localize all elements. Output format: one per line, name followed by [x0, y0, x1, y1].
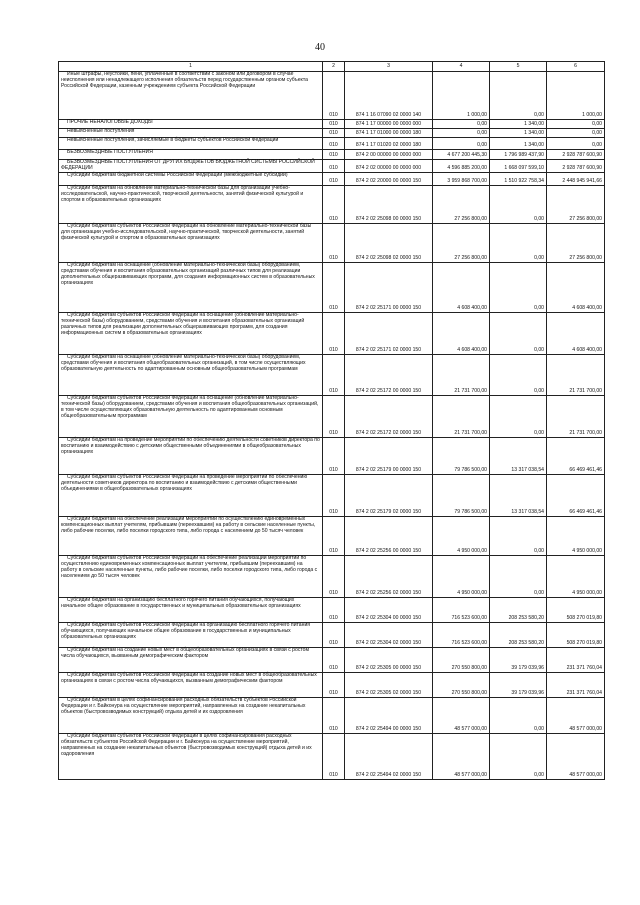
row-approved-amount: 48 577 000,00 [433, 733, 490, 779]
row-name: Субсидии бюджетам на обновление материально-технической базы для организации учебно-исследовательской, научно-практической, творческой деятельности, занятий физической культурой и спортом в образовательных организациях [59, 185, 323, 223]
row-code: 010 [323, 72, 345, 120]
row-name: Невыясненные поступления [59, 129, 323, 138]
row-budget-code: 874 2 02 25098 02 0000 150 [345, 223, 433, 262]
row-code: 010 [323, 160, 345, 173]
row-name: Субсидии бюджетам субъектов Российской Федерации на создание новых мест в общеобразовательных организациях в связи с ростом числа обучающихся, вызванным демографическим фактором [59, 672, 323, 697]
row-budget-code: 874 2 02 25179 00 0000 150 [345, 437, 433, 474]
column-header: 6 [547, 62, 605, 72]
row-unexecuted-amount: 4 950 000,00 [547, 516, 605, 555]
row-approved-amount: 1 000,00 [433, 72, 490, 120]
table-row [59, 312, 605, 354]
row-budget-code: 874 2 02 25179 02 0000 150 [345, 474, 433, 516]
row-unexecuted-amount: 48 577 000,00 [547, 733, 605, 779]
table-row [59, 622, 605, 647]
row-budget-code: 874 1 17 01000 00 0000 180 [345, 129, 433, 138]
row-code: 010 [323, 672, 345, 697]
row-unexecuted-amount: 66 469 461,46 [547, 437, 605, 474]
row-executed-amount: 0,00 [490, 516, 547, 555]
row-approved-amount: 4 608 400,00 [433, 312, 490, 354]
table-row [59, 733, 605, 779]
row-code: 010 [323, 647, 345, 672]
row-budget-code: 874 2 02 25304 00 0000 150 [345, 597, 433, 622]
row-budget-code: 874 2 02 25171 00 0000 150 [345, 262, 433, 312]
row-approved-amount: 4 950 000,00 [433, 516, 490, 555]
table-row [59, 185, 605, 223]
row-executed-amount: 0,00 [490, 395, 547, 437]
table-body [59, 72, 605, 780]
row-name: Субсидии бюджетам субъектов Российской Федерации на оснащение (обновление материально-технической базы) оборудованием, средствами обучения и воспитания образовательных организаций различных типов для реализации дополнительных общеразвивающих программ, для создания информационных систем в образовательных организациях [59, 312, 323, 354]
row-approved-amount: 0,00 [433, 120, 490, 129]
row-code: 010 [323, 697, 345, 733]
page-number: 40 [315, 42, 325, 53]
row-approved-amount: 270 550 800,00 [433, 647, 490, 672]
table-row [59, 395, 605, 437]
row-code: 010 [323, 555, 345, 597]
row-name: Субсидии бюджетам на создание новых мест в общеобразовательных организациях в связи с ростом числа обучающихся, вызванным демографическим фактором [59, 647, 323, 672]
row-executed-amount: 13 317 038,54 [490, 437, 547, 474]
row-name: Субсидии бюджетам в целях софинансирования расходных обязательств субъектов Российской Федерации и г. Байконура на осуществление мероприятий, направленных на создание некапитальных объектов (быстровозводимых конструкций) отдыха детей и их оздоровления [59, 697, 323, 733]
row-approved-amount: 4 950 000,00 [433, 555, 490, 597]
row-executed-amount: 0,00 [490, 733, 547, 779]
row-name: Иные штрафы, неустойки, пени, уплаченные в соответствии с законом или договором в случае неисполнения или ненадлежащего исполнения обязательств перед государственным органом субъекта Российской Федерации, казенным учреждением субъекта Российской Федерации [59, 72, 323, 120]
row-code: 010 [323, 223, 345, 262]
row-unexecuted-amount: 27 256 800,00 [547, 185, 605, 223]
table-row [59, 516, 605, 555]
row-approved-amount: 4 596 885 200,00 [433, 160, 490, 173]
table-row [59, 262, 605, 312]
row-name: Субсидии бюджетам субъектов Российской Федерации на проведение мероприятий по обеспечению деятельности советников директора по воспитанию и взаимодействию с детскими общественными объединениями в общеобразовательных организациях [59, 474, 323, 516]
table-row [59, 672, 605, 697]
row-approved-amount: 21 731 700,00 [433, 354, 490, 395]
row-approved-amount: 27 256 800,00 [433, 185, 490, 223]
row-name: Субсидии бюджетам субъектов Российской Федерации на обеспечение реализации мероприятий по осуществлению единовременных компенсационных выплат учителям, прибывшим (переехавшим) на работу в сельские населенные пункты, либо рабочие поселки, либо поселки городского типа, либо города с населением до 50 тысяч человек [59, 555, 323, 597]
row-budget-code: 874 2 02 25172 00 0000 150 [345, 354, 433, 395]
table-row [59, 223, 605, 262]
row-code: 010 [323, 395, 345, 437]
row-name: Субсидии бюджетам субъектов Российской Федерации на оснащение (обновление материально-технической базы) оборудованием, средствами обучения и воспитания общеобразовательных организаций, в том числе осуществляющих образовательную деятельность по адаптированным основным общеобразовательным программам [59, 395, 323, 437]
row-executed-amount: 0,00 [490, 312, 547, 354]
table-row [59, 437, 605, 474]
row-budget-code: 874 2 02 20000 00 0000 150 [345, 172, 433, 185]
row-name: Субсидии бюджетам на оснащение (обновление материально-технической базы) оборудованием, средствами обучения и воспитания общеобразовательных организаций, в том числе осуществляющих образовательную деятельность по адаптированным основным общеобразовательным программам [59, 354, 323, 395]
row-unexecuted-amount: 231 371 760,04 [547, 672, 605, 697]
row-executed-amount: 13 317 038,54 [490, 474, 547, 516]
row-budget-code: 874 2 02 25098 00 0000 150 [345, 185, 433, 223]
row-name: Субсидии бюджетам на оснащение (обновление материально-технической базы) оборудованием, средствами обучения и воспитания образовательных организаций различных типов для реализации дополнительных общеразвивающих программ, для создания информационных систем в образовательных организациях [59, 262, 323, 312]
table-row [59, 647, 605, 672]
column-header: 5 [490, 62, 547, 72]
row-executed-amount: 208 253 580,20 [490, 597, 547, 622]
row-executed-amount: 1 510 922 758,34 [490, 172, 547, 185]
row-approved-amount: 48 577 000,00 [433, 697, 490, 733]
row-executed-amount: 1 340,00 [490, 138, 547, 150]
row-code: 010 [323, 185, 345, 223]
row-executed-amount: 1 796 989 437,90 [490, 150, 547, 160]
column-header: 2 [323, 62, 345, 72]
table-row [59, 160, 605, 173]
row-name: Субсидии бюджетам субъектов Российской Федерации на организацию бесплатного горячего питания обучающихся, получающих начальное общее образование в государственных и муниципальных образовательных организациях [59, 622, 323, 647]
row-budget-code: 874 1 17 00000 00 0000 000 [345, 120, 433, 129]
row-unexecuted-amount: 66 469 461,46 [547, 474, 605, 516]
row-unexecuted-amount: 1 000,00 [547, 72, 605, 120]
row-unexecuted-amount: 4 608 400,00 [547, 262, 605, 312]
table-row [59, 597, 605, 622]
row-unexecuted-amount: 2 928 787 600,90 [547, 150, 605, 160]
column-header: 1 [59, 62, 323, 72]
row-budget-code: 874 2 02 25171 02 0000 150 [345, 312, 433, 354]
row-approved-amount: 716 523 600,00 [433, 622, 490, 647]
table-row [59, 72, 605, 120]
row-budget-code: 874 2 02 25256 00 0000 150 [345, 516, 433, 555]
row-name: Невыясненные поступления, зачисляемые в бюджеты субъектов Российской Федерации [59, 138, 323, 150]
table-header-row [59, 62, 605, 72]
row-name: Субсидии бюджетам бюджетной системы Российской Федерации (межбюджетные субсидии) [59, 172, 323, 185]
row-approved-amount: 3 959 868 700,00 [433, 172, 490, 185]
row-unexecuted-amount: 508 270 019,80 [547, 597, 605, 622]
row-budget-code: 874 2 02 25304 02 0000 150 [345, 622, 433, 647]
row-executed-amount: 1 340,00 [490, 129, 547, 138]
row-approved-amount: 4 677 200 445,30 [433, 150, 490, 160]
row-name: БЕЗВОЗМЕЗДНЫЕ ПОСТУПЛЕНИЯ ОТ ДРУГИХ БЮДЖЕТОВ БЮДЖЕТНОЙ СИСТЕМЫ РОССИЙСКОЙ ФЕДЕРАЦИИ [59, 160, 323, 173]
row-budget-code: 874 2 02 25256 02 0000 150 [345, 555, 433, 597]
row-approved-amount: 0,00 [433, 129, 490, 138]
row-approved-amount: 79 786 500,00 [433, 437, 490, 474]
row-approved-amount: 716 523 600,00 [433, 597, 490, 622]
table-row [59, 354, 605, 395]
row-approved-amount: 79 786 500,00 [433, 474, 490, 516]
row-code: 010 [323, 597, 345, 622]
table-row [59, 120, 605, 129]
row-approved-amount: 0,00 [433, 138, 490, 150]
row-unexecuted-amount: 231 371 760,04 [547, 647, 605, 672]
row-unexecuted-amount: 48 577 000,00 [547, 697, 605, 733]
row-unexecuted-amount: 21 731 700,00 [547, 395, 605, 437]
row-code: 010 [323, 354, 345, 395]
row-approved-amount: 21 731 700,00 [433, 395, 490, 437]
row-code: 010 [323, 138, 345, 150]
row-name: Субсидии бюджетам на проведение мероприятий по обеспечению деятельности советников директора по воспитанию и взаимодействию с детскими общественными объединениями в общеобразовательных организациях [59, 437, 323, 474]
row-code: 010 [323, 516, 345, 555]
row-unexecuted-amount: 21 731 700,00 [547, 354, 605, 395]
row-name: Субсидии бюджетам субъектов Российской Федерации на обновление материально-технической базы для организации учебно-исследовательской, научно-практической, творческой деятельности, занятий физической культурой и спортом в образовательных организациях [59, 223, 323, 262]
row-budget-code: 874 2 02 25494 00 0000 150 [345, 697, 433, 733]
table-row [59, 172, 605, 185]
row-code: 010 [323, 474, 345, 516]
row-name: ПРОЧИЕ НЕНАЛОГОВЫЕ ДОХОДЫ [59, 120, 323, 129]
row-executed-amount: 39 179 039,96 [490, 647, 547, 672]
income-report-table [58, 61, 605, 780]
row-unexecuted-amount: 4 608 400,00 [547, 312, 605, 354]
row-budget-code: 874 2 02 25305 02 0000 150 [345, 672, 433, 697]
row-unexecuted-amount: 0,00 [547, 129, 605, 138]
row-executed-amount: 208 253 580,20 [490, 622, 547, 647]
row-code: 010 [323, 129, 345, 138]
row-budget-code: 874 2 00 00000 00 0000 000 [345, 150, 433, 160]
row-code: 010 [323, 312, 345, 354]
row-executed-amount: 0,00 [490, 354, 547, 395]
row-unexecuted-amount: 0,00 [547, 120, 605, 129]
row-code: 010 [323, 172, 345, 185]
row-budget-code: 874 2 02 25172 02 0000 150 [345, 395, 433, 437]
row-executed-amount: 1 668 097 599,10 [490, 160, 547, 173]
row-unexecuted-amount: 27 256 800,00 [547, 223, 605, 262]
table-row [59, 697, 605, 733]
row-executed-amount: 0,00 [490, 72, 547, 120]
row-budget-code: 874 1 17 01020 02 0000 180 [345, 138, 433, 150]
row-budget-code: 874 2 02 25305 00 0000 150 [345, 647, 433, 672]
row-executed-amount: 0,00 [490, 185, 547, 223]
row-budget-code: 874 1 16 07090 02 0000 140 [345, 72, 433, 120]
row-code: 010 [323, 120, 345, 129]
row-approved-amount: 27 256 800,00 [433, 223, 490, 262]
row-name: БЕЗВОЗМЕЗДНЫЕ ПОСТУПЛЕНИЯ [59, 150, 323, 160]
row-unexecuted-amount: 2 448 945 941,66 [547, 172, 605, 185]
row-code: 010 [323, 733, 345, 779]
row-code: 010 [323, 262, 345, 312]
row-name: Субсидии бюджетам субъектов Российской Федерации в целях софинансирования расходных обязательств субъектов Российской Федерации и г. Байконура на осуществление мероприятий, направленных на создание некапитальных объектов (быстровозводимых конструкций) отдыха детей и их оздоровления [59, 733, 323, 779]
table-row [59, 474, 605, 516]
row-executed-amount: 0,00 [490, 697, 547, 733]
row-unexecuted-amount: 2 928 787 600,90 [547, 160, 605, 173]
row-executed-amount: 0,00 [490, 262, 547, 312]
row-code: 010 [323, 437, 345, 474]
row-executed-amount: 1 340,00 [490, 120, 547, 129]
column-header: 3 [345, 62, 433, 72]
row-name: Субсидии бюджетам на обеспечение реализации мероприятий по осуществлению единовременных компенсационных выплат учителям, прибывшим (переехавшим) на работу в сельские населенные пункты, либо рабочие поселки, либо поселки городского типа, либо города с населением до 50 тысяч человек [59, 516, 323, 555]
column-header: 4 [433, 62, 490, 72]
row-budget-code: 874 2 02 00000 00 0000 000 [345, 160, 433, 173]
table-row [59, 150, 605, 160]
row-unexecuted-amount: 0,00 [547, 138, 605, 150]
row-unexecuted-amount: 4 950 000,00 [547, 555, 605, 597]
row-name: Субсидии бюджетам на организацию бесплатного горячего питания обучающихся, получающих начальное общее образование в государственных и муниципальных образовательных организациях [59, 597, 323, 622]
row-unexecuted-amount: 508 270 019,80 [547, 622, 605, 647]
row-approved-amount: 4 608 400,00 [433, 262, 490, 312]
row-executed-amount: 39 179 039,96 [490, 672, 547, 697]
row-approved-amount: 270 550 800,00 [433, 672, 490, 697]
row-code: 010 [323, 622, 345, 647]
table-row [59, 138, 605, 150]
row-executed-amount: 0,00 [490, 555, 547, 597]
row-budget-code: 874 2 02 25494 02 0000 150 [345, 733, 433, 779]
row-executed-amount: 0,00 [490, 223, 547, 262]
table-row [59, 555, 605, 597]
row-code: 010 [323, 150, 345, 160]
